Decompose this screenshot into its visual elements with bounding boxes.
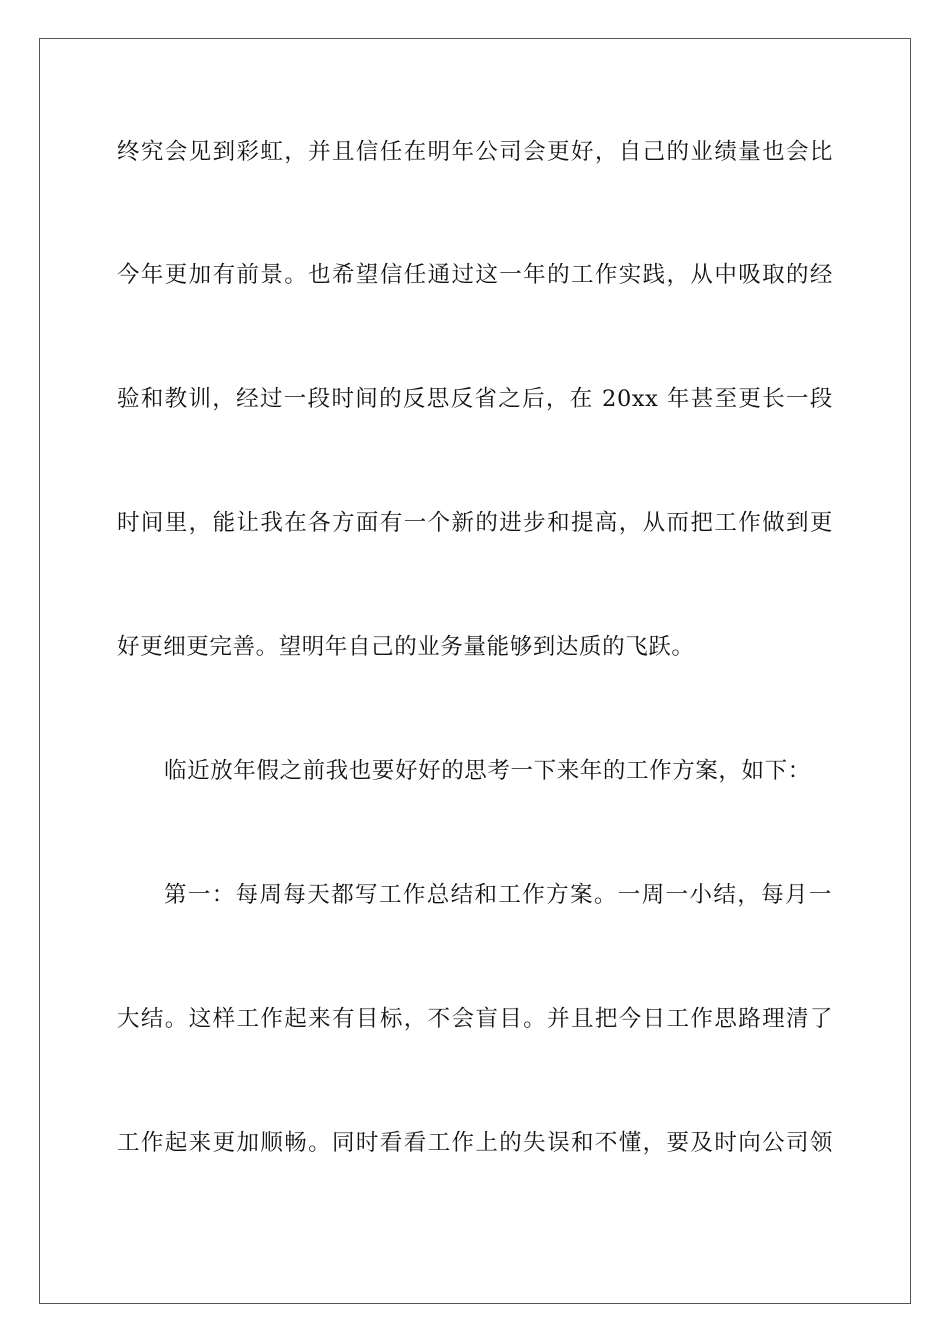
paragraph-first-line: 临近放年假之前我也要好好的思考一下来年的工作方案，如下： <box>164 758 811 784</box>
text-line: 工作起来更加顺畅。同时看看工作上的失误和不懂，要及时向公司领 <box>117 1130 833 1156</box>
text-line: 好更细更完善。望明年自己的业务量能够到达质的飞跃。 <box>117 634 695 660</box>
page-border <box>39 38 911 1304</box>
text-line: 大结。这样工作起来有目标，不会盲目。并且把今日工作思路理清了 <box>117 1006 833 1032</box>
text-line: 时间里，能让我在各方面有一个新的进步和提高，从而把工作做到更 <box>117 510 833 536</box>
text-line: 今年更加有前景。也希望信任通过这一年的工作实践，从中吸取的经 <box>117 262 833 288</box>
text-line: 终究会见到彩虹，并且信任在明年公司会更好，自己的业绩量也会比 <box>117 139 833 165</box>
text-line: 验和教训，经过一段时间的反思反省之后，在 20xx 年甚至更长一段 <box>117 386 833 412</box>
paragraph-first-line: 第一：每周每天都写工作总结和工作方案。一周一小结，每月一 <box>164 882 832 908</box>
